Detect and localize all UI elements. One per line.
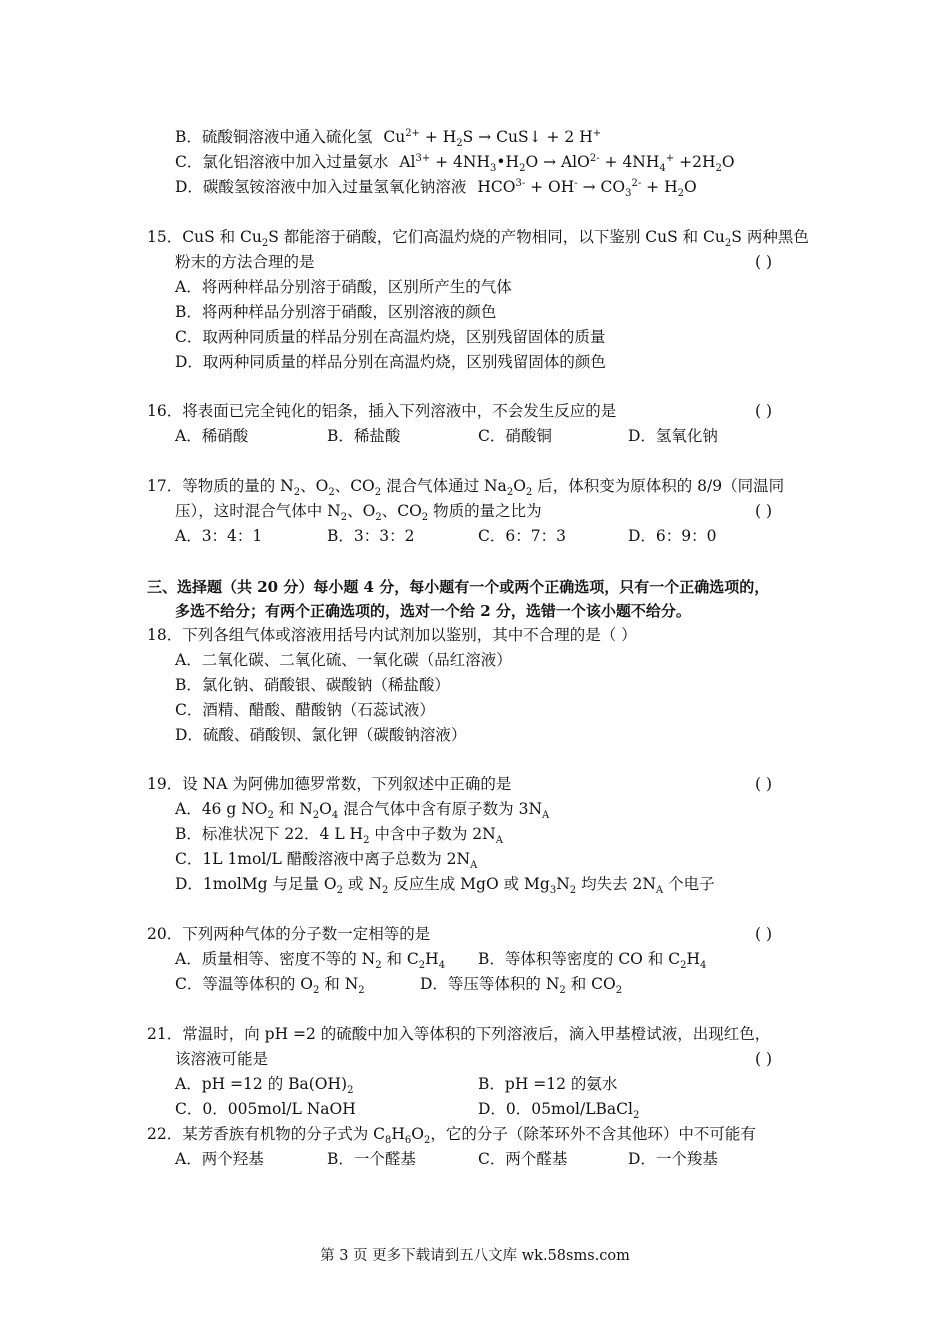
q19-option-d: D．1molMg 与足量 $O_2$ 或 $N_2$ 反应生成 MgO 或 $Mg_3N_2$ 均失去 $2N_A$ 个电子	[175, 875, 715, 897]
q22-stem: 22．某芳香族有机物的分子式为 $C_8H_6O_2$，它的分子（除苯环外不含其他环）中不可能有	[147, 1125, 756, 1147]
q15-option-c: C．取两种同质量的样品分别在高温灼烧，区别残留固体的质量	[175, 328, 606, 346]
q16-option-b: B．稀盐酸	[327, 427, 401, 445]
q18-option-a: A．二氧化碳、二氧化硫、一氧化碳（品红溶液）	[175, 651, 512, 669]
q19-option-a: A．46 g $NO_2$ 和 $N_2O_4$ 混合气体中含有原子数为 $3N_A$	[175, 800, 550, 822]
q20-answer-paren: ( )	[755, 925, 773, 943]
q18-stem: 18．下列各组气体或溶液用括号内试剂加以鉴别，其中不合理的是（ ）	[147, 626, 637, 644]
q17-option-c: C．6：7：3	[478, 527, 566, 545]
q17-stem-line2: 压），这时混合气体中 $N_2$、$O_2$、$CO_2$ 物质的量之比为	[175, 502, 542, 524]
q18-option-d: D．硫酸、硝酸钡、氯化钾（碳酸钠溶液）	[175, 726, 467, 744]
q21-option-a: A．pH =12 的 $Ba(OH)_2$	[175, 1075, 354, 1097]
q18-option-b: B．氯化钠、硝酸银、碳酸钠（稀盐酸）	[175, 676, 450, 694]
q22-option-d: D．一个羧基	[628, 1150, 718, 1168]
q21-stem-line1: 21．常温时，向 pH =2 的硫酸中加入等体积的下列溶液后，滴入甲基橙试液，出现红色，	[147, 1025, 771, 1043]
q18-option-c: C．酒精、醋酸、醋酸钠（石蕊试液）	[175, 701, 435, 719]
section3-heading-line2: 多选不给分；有两个正确选项的，选对一个给 2 分，选错一个该小题不给分。	[175, 602, 691, 620]
q14-option-c-text: C．氯化铝溶液中加入过量氨水	[175, 153, 389, 171]
q14-option-b-equation: $Cu^{2+} + H_2S$ → CuS↓ + 2 H+	[383, 127, 602, 150]
q20-option-c: C．等温等体积的 $O_2$ 和 $N_2$	[175, 975, 365, 997]
q19-option-c: C．1L 1mol/L 醋酸溶液中离子总数为 $2N_A$	[175, 850, 478, 872]
q21-stem-line2: 该溶液可能是	[175, 1050, 269, 1068]
q21-answer-paren: ( )	[755, 1050, 773, 1068]
q20-option-b: B．等体积等密度的 CO 和 $C_2H_4$	[478, 950, 707, 972]
q14-option-d	[175, 177, 697, 200]
q14-option-b	[175, 127, 602, 150]
q19-answer-paren: ( )	[755, 775, 773, 793]
section3-heading-line1: 三、选择题（共 20 分）每小题 4 分，每小题有一个或两个正确选项，只有一个正确选项的，	[147, 578, 770, 596]
q14-option-c	[175, 152, 735, 175]
q15-option-d: D．取两种同质量的样品分别在高温灼烧，区别残留固体的颜色	[175, 353, 606, 371]
q19-option-b: B．标准状况下 22．4 L $H_2$ 中含中子数为 $2N_A$	[175, 825, 503, 847]
q16-stem: 16．将表面已完全钝化的铝条，插入下列溶液中，不会发生反应的是	[147, 402, 617, 420]
q15-stem-line1: 15．CuS 和 $Cu_2S$ 都能溶于硝酸，它们高温灼烧的产物相同，以下鉴别 CuS 和 $Cu_2S$ 两种黑色	[147, 228, 809, 250]
q14-option-c-equation: $Al^{3+}$ + $4NH_3•H_2O \to AlO^{2-} + 4NH_4^+ +2H_2O$	[399, 152, 735, 175]
q14-option-d-text: D．碳酸氢铵溶液中加入过量氢氧化钠溶液	[175, 178, 467, 196]
q20-stem: 20．下列两种气体的分子数一定相等的是	[147, 925, 431, 943]
q16-option-d: D．氢氧化钠	[628, 427, 718, 445]
q20-option-d: D．等压等体积的 $N_2$ 和 $CO_2$	[420, 975, 623, 997]
q16-option-a: A．稀硝酸	[175, 427, 249, 445]
q15-option-b: B．将两种样品分别溶于硝酸，区别溶液的颜色	[175, 303, 497, 321]
q15-option-a: A．将两种样品分别溶于硝酸，区别所产生的气体	[175, 278, 512, 296]
q21-option-b: B．pH =12 的氨水	[478, 1075, 618, 1093]
page-footer: 第 3 页 更多下载请到五八文库 wk.58sms.com	[320, 1248, 630, 1264]
q21-option-c: C．0．005mol/L NaOH	[175, 1100, 356, 1118]
q17-answer-paren: ( )	[755, 502, 773, 520]
q14-option-d-equation: $HCO^{3-} + OH^- \to CO_3^{2-} + H_2O$	[477, 177, 697, 200]
q19-stem: 19．设 NA 为阿佛加德罗常数，下列叙述中正确的是	[147, 775, 512, 793]
q17-stem-line1: 17．等物质的量的 $N_2$、$O_2$、$CO_2$ 混合气体通过 $Na_2O_2$ 后，体积变为原体积的 8/9（同温同	[147, 477, 785, 499]
q16-option-c: C．硝酸铜	[478, 427, 552, 445]
q15-stem-line2: 粉末的方法合理的是	[175, 253, 315, 271]
q22-option-a: A．两个羟基	[175, 1150, 264, 1168]
q22-option-c: C．两个醛基	[478, 1150, 568, 1168]
q16-answer-paren: ( )	[755, 402, 773, 420]
q21-option-d: D．0．05mol/LBaCl$_2$	[478, 1100, 640, 1122]
q17-option-d: D．6：9：0	[628, 527, 717, 545]
q17-option-a: A．3：4：1	[175, 527, 263, 545]
q22-option-b: B．一个醛基	[327, 1150, 416, 1168]
q20-option-a: A．质量相等、密度不等的 $N_2$ 和 $C_2H_4$	[175, 950, 446, 972]
q14-option-b-text: B．硫酸铜溶液中通入硫化氢	[175, 128, 373, 146]
q15-answer-paren: ( )	[755, 253, 773, 271]
q17-option-b: B．3：3：2	[327, 527, 415, 545]
